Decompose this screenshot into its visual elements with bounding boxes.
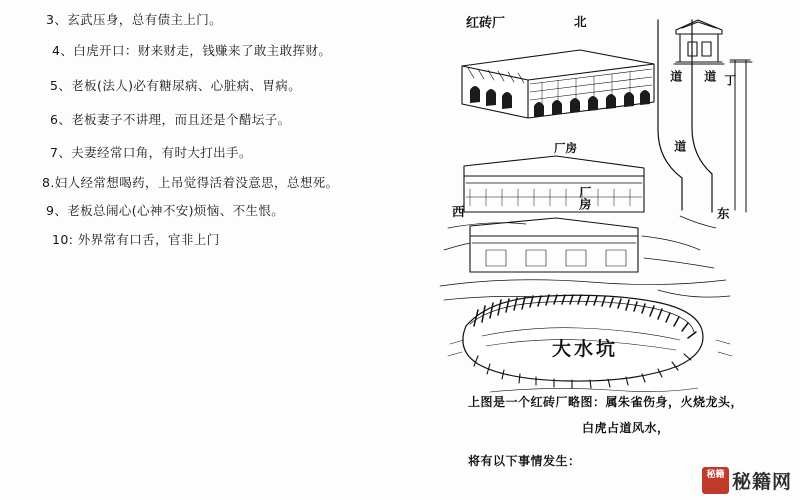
road-label-mid: 道 [672,140,687,152]
kiln-building-shape [462,50,654,118]
text-line: 8.妇人经常想喝药，上吊觉得活着没意思，总想死。 [42,175,339,190]
caption-line: 上图是一个红砖厂略图：属朱雀伤身，火烧龙头， [468,395,744,409]
caption-line: 将有以下事情发生： [468,454,581,468]
direction-label-east: 东 [717,206,730,221]
road-shape [658,20,752,212]
text-line: 5、老板(法人)必有糖尿病、心脏病、胃病。 [50,78,302,93]
text-line: 3、玄武压身，总有债主上门。 [46,12,223,27]
illustration-title: 红砖厂 [466,16,506,31]
water-pit-label: 大水坑 [552,338,619,360]
watermark-site-name: 秘籍网 [731,471,792,493]
lower-building-shape [470,218,638,272]
illustration-column [430,0,800,500]
watermark [702,467,792,494]
road-label-left: 道 [668,70,683,82]
text-line: 10: 外界常有口舌，官非上门 [52,232,220,247]
direction-label-north: 北 [574,14,587,29]
seal-icon: 秘籍 [702,467,729,494]
direction-label-west: 西 [452,204,465,219]
ding-label: 丁 [722,74,737,86]
gatehouse-shape [674,20,724,64]
text-line: 7、夫妻经常口角，有时大打出手。 [50,145,252,160]
factory-building-shape [464,156,644,212]
caption-line: 白虎占道风水， [582,421,670,435]
text-line: 9、老板总闹心(心神不安)烦恼、不生恨。 [46,203,285,218]
factory-building-label-vertical: 厂房 [577,186,592,210]
text-line: 4、白虎开口：财来财走，钱赚来了敢主敢挥财。 [52,43,332,58]
text-line: 6、老板妻子不讲理，而且还是个醋坛子。 [50,112,291,127]
factory-building-label: 厂房 [554,141,577,155]
road-label-right: 道 [702,70,717,82]
